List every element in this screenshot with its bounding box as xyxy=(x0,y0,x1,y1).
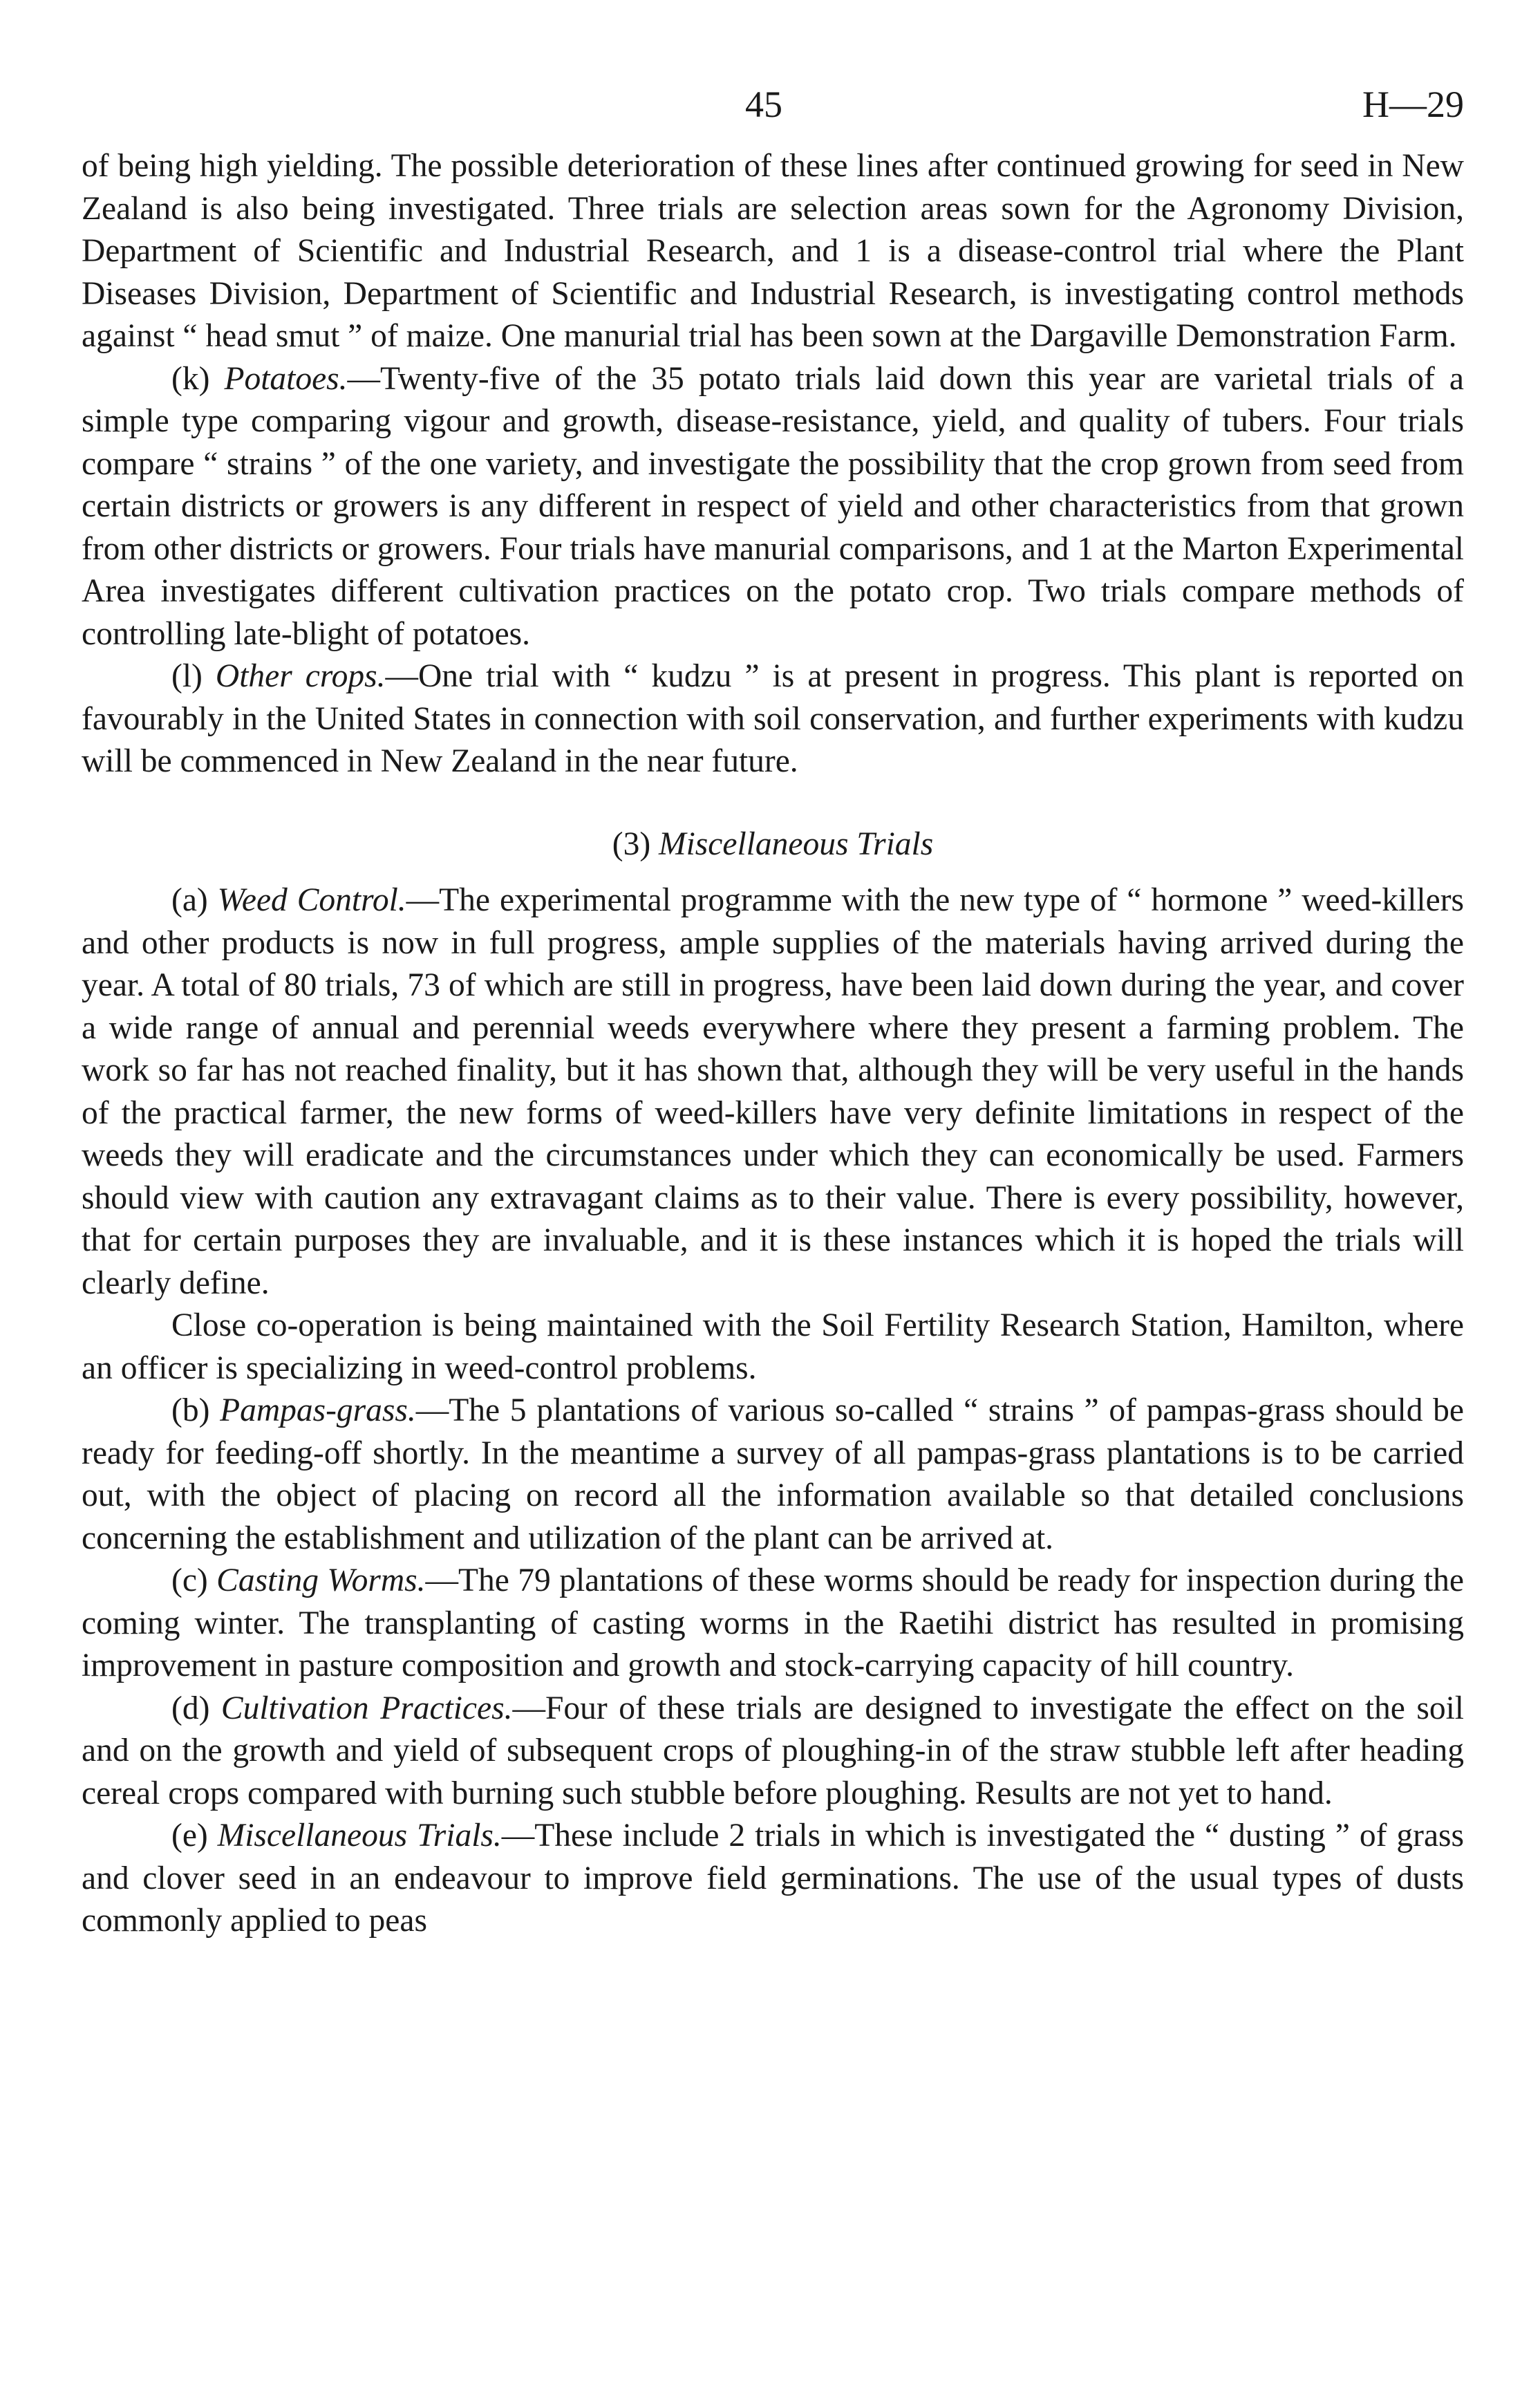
section-heading xyxy=(82,823,1464,866)
paragraph-co-operation xyxy=(82,1305,1464,1390)
paragraph-potatoes xyxy=(82,358,1464,656)
paragraph-cultivation-practices xyxy=(82,1688,1464,1815)
report-code: H—29 xyxy=(1362,84,1464,125)
section-number: (3) xyxy=(612,825,651,862)
document-page xyxy=(82,83,1464,1943)
item-title: Weed Control. xyxy=(217,882,406,918)
item-label: (a) xyxy=(171,882,208,918)
item-label: (e) xyxy=(171,1818,208,1854)
paragraph-weed-control xyxy=(82,879,1464,1305)
item-title: Cultivation Practices. xyxy=(220,1690,513,1726)
paragraph-pampas-grass xyxy=(82,1390,1464,1560)
section-title: Miscellaneous Trials xyxy=(659,825,934,862)
paragraph-casting-worms xyxy=(82,1560,1464,1688)
item-label: (c) xyxy=(171,1562,208,1598)
item-title: Other crops. xyxy=(215,658,386,694)
item-text: —Twenty-five of the 35 potato trials laid down this year are varietal trials of a simple type comparing vigour and growth, disease-resistance, yield, and quality of tubers. Four trials compare “ strains ” of the one variety, and investigate the possibility that the crop grown from seed from certain districts or growers is any different in respect of yield and other characteristics from that grown from other districts or growers. Four trials have manurial comparisons, and 1 at the Marton Experimental Area investigates different cultivation practices on the potato crop. Two trials compare methods of controlling late-blight of potatoes. xyxy=(82,360,1464,652)
paragraph-text: of being high yielding. The possible deterioration of these lines after continued growing for seed in New Zealand is also being investigated. Three trials are selection areas sown for the Agronomy Division, Department of Scientific and Industrial Research, and 1 is a disease-control trial where the Plant Diseases Division, Department of Scientific and Industrial Research, is investigating control methods against “ head smut ” of maize. One manurial trial has been sown at the Dargaville Demonstration Farm. xyxy=(82,148,1464,354)
paragraph-miscellaneous-trials xyxy=(82,1815,1464,1943)
page-number: 45 xyxy=(745,84,782,125)
item-title: Potatoes. xyxy=(224,360,348,397)
item-text: —The 79 plantations of these worms should be ready for inspection during the coming winter. The transplanting of casting worms in the Raetihi district has resulted in promising improvement in pasture composition and growth and stock-carrying capacity of hill country. xyxy=(82,1562,1465,1683)
page-header xyxy=(82,83,1464,145)
item-title: Casting Worms. xyxy=(216,1562,426,1598)
body-text xyxy=(82,145,1464,1943)
item-label: (d) xyxy=(171,1690,210,1726)
item-text: —Four of these trials are designed to investigate the effect on the soil and on the growth and yield of subsequent crops of ploughing-in of the straw stubble left after heading cereal crops compared with burning such stubble before ploughing. Results are not yet to hand. xyxy=(82,1690,1465,1811)
item-text: —These include 2 trials in which is investigated the “ dusting ” of grass and clover seed in an endeavour to improve field germinations. The use of the usual types of dusts commonly applied to peas xyxy=(82,1818,1464,1939)
item-text: —The experimental programme with the new type of “ hormone ” weed-killers and other products is now in full progress, ample supplies of the materials having arrived during the year. A total of 80 trials, 73 of which are still in progress, have been laid down during the year, and cover a wide range of annual and perennial weeds everywhere where they present a farming problem. The work so far has not reached finality, but it has shown that, although they will be very useful in the hands of the practical farmer, the new forms of weed-killers have very definite limitations in respect of the weeds they will eradicate and the circumstances under which they can economically be used. Farmers should view with caution any extravagant claims as to their value. There is every possibility, however, that for certain purposes they are invaluable, and it is these instances which it is hoped the trials will clearly define. xyxy=(82,882,1465,1301)
item-text: —One trial with “ kudzu ” is at present in progress. This plant is reported on favourably in the United States in connection with soil conservation, and further experiments with kudzu will be commenced in New Zealand in the near future. xyxy=(82,658,1465,779)
item-label: (b) xyxy=(171,1392,210,1428)
paragraph-text: Close co-operation is being maintained with the Soil Fertility Research Station, Hamilton, where an officer is specializing in weed-control problems. xyxy=(82,1307,1464,1386)
paragraph-other-crops xyxy=(82,655,1464,783)
item-label: (k) xyxy=(171,360,210,397)
item-text: —The 5 plantations of various so-called “ strains ” of pampas-grass should be ready for feeding-off shortly. In the meantime a survey of all pampas-grass plantations is to be carried out, with the object of placing on record all the information available so that detailed conclusions concerning the establishment and utilization of the plant can be arrived at. xyxy=(82,1392,1464,1556)
item-title: Miscellaneous Trials. xyxy=(217,1818,502,1854)
item-label: (l) xyxy=(171,658,203,694)
paragraph-continuation xyxy=(82,145,1464,358)
item-title: Pampas-grass. xyxy=(220,1392,416,1428)
